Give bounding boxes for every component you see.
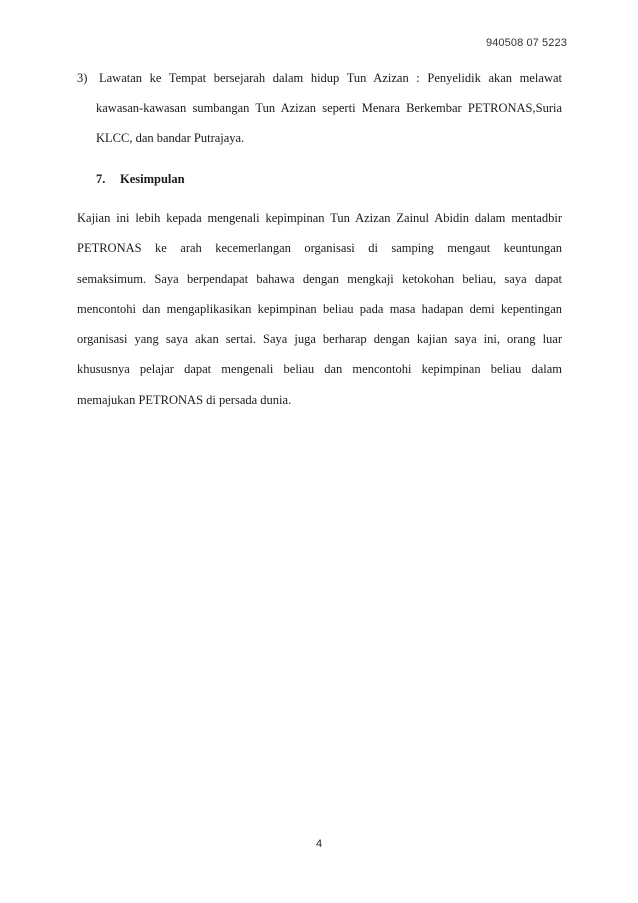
conclusion-paragraph — [77, 212, 562, 424]
document-id-header: 940508 07 5223 — [486, 37, 567, 49]
list-item-number: 3) — [77, 71, 88, 85]
paragraph-line: organisasi yang saya akan sertai. Saya juga berharap dengan kajian saya ini, orang luar — [77, 332, 562, 347]
list-item-line — [77, 63, 562, 93]
paragraph-line: semaksimum. Saya berpendapat bahawa dengan mengkaji ketokohan beliau, saya dapat — [77, 271, 562, 286]
list-item-text: Lawatan ke Tempat bersejarah dalam hidup Tun Azizan : Penyelidik akan melawat — [99, 71, 562, 85]
list-item-3 — [77, 63, 562, 153]
section-title: Kesimpulan — [120, 172, 185, 186]
list-item-line: kawasan-kawasan sumbangan Tun Azizan seperti Menara Berkembar PETRONAS,Suria — [96, 101, 562, 115]
paragraph-line: mencontohi dan mengaplikasikan kepimpinan beliau pada masa hadapan demi kepentingan — [77, 301, 562, 316]
page-number: 4 — [315, 838, 323, 850]
section-number: 7. — [96, 172, 106, 186]
paragraph-line: memajukan PETRONAS di persada dunia. — [77, 392, 292, 407]
list-item-line: KLCC, dan bandar Putrajaya. — [96, 131, 245, 145]
paragraph-line: Kajian ini lebih kepada mengenali kepimpinan Tun Azizan Zainul Abidin dalam mentadbir — [77, 211, 562, 225]
section-heading — [96, 172, 185, 187]
paragraph-line: khususnya pelajar dapat mengenali beliau dan mencontohi kepimpinan beliau dalam — [77, 362, 562, 377]
paragraph-line: PETRONAS ke arah kecemerlangan organisasi di samping mengaut keuntungan — [77, 241, 562, 256]
